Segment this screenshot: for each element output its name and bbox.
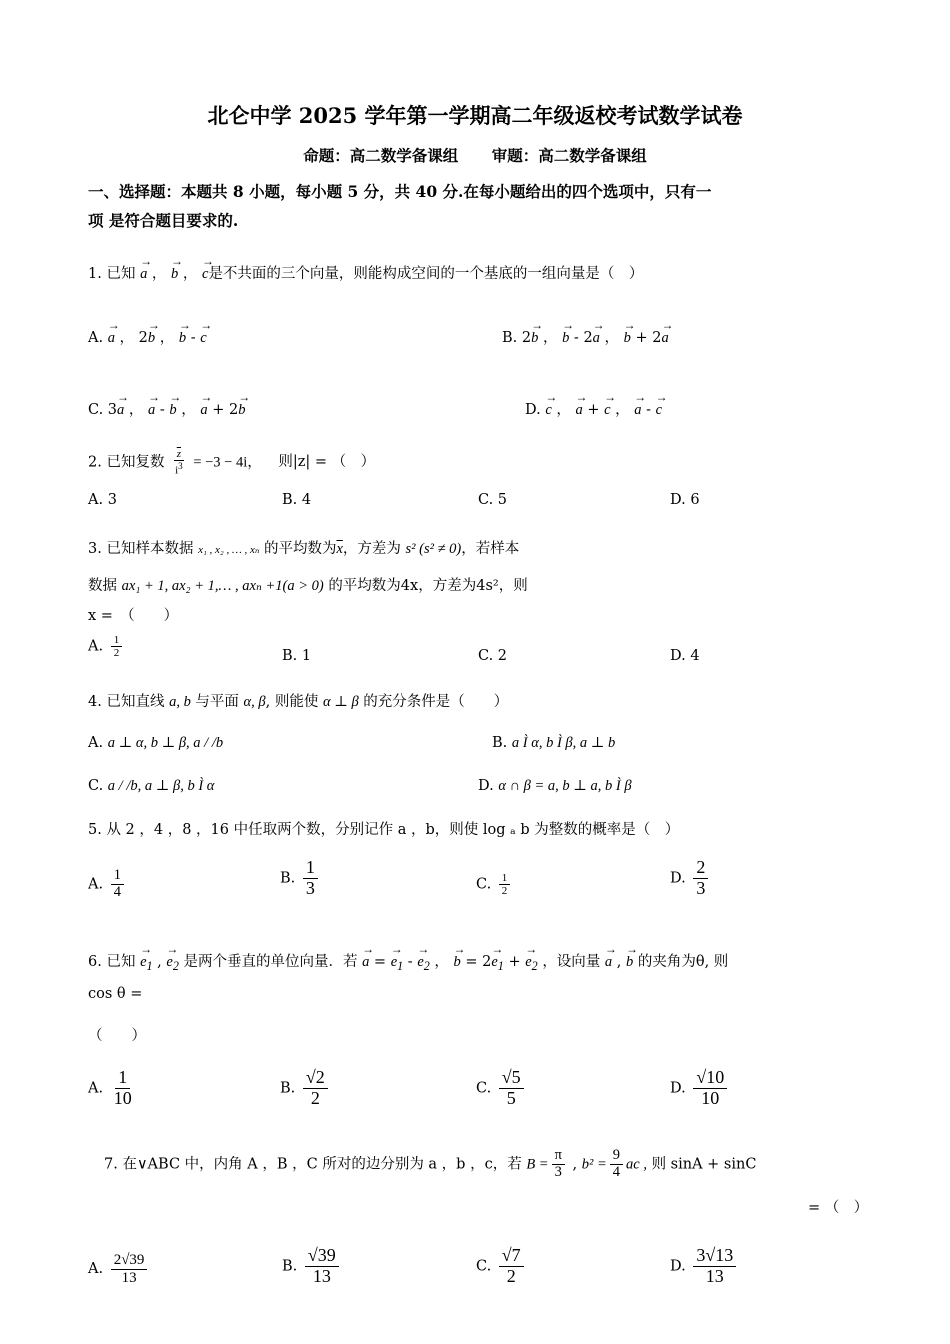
q7-option-d[interactable]: D. $\frac{3√13}{13}$	[670, 1246, 739, 1287]
exam-credits	[0, 144, 950, 166]
q1-option-d[interactable]: D. → c ， → a + → c ， → a - → c	[525, 398, 662, 419]
q5-option-d[interactable]: D. $\frac{2}{3}$	[670, 858, 711, 899]
q2-option-d[interactable]: D. 6	[670, 492, 700, 508]
q6-stem-line2: cos θ =	[88, 986, 143, 1002]
q6-stem: 6. 已知 → $e_1$ , → $e_2$ 是两个垂直的单位向量．若 → a = → $e_1$ - → $e_2$ ， → $b = 2\to e_1$ + → $e_2$ ，设向量 → a , → b 的夹角为θ, 则	[88, 950, 728, 974]
q6-option-b[interactable]: B. $\frac{√2}{2}$	[280, 1068, 331, 1109]
q3-stem-line3: x = （ ）	[88, 608, 179, 624]
q1-option-c[interactable]: C. 3→ a ， → a - → b ， → a + 2→ b	[88, 398, 245, 419]
q6-option-c[interactable]: C. $\frac{√5}{5}$	[476, 1068, 527, 1109]
q7-stem-line2: = （ ）	[808, 1200, 869, 1216]
q5-option-a[interactable]: A. $\frac{1}{4}$	[88, 868, 127, 901]
q3-option-b[interactable]: B. 1	[282, 648, 312, 664]
q2-option-b[interactable]: B. 4	[282, 492, 312, 508]
q5-option-b[interactable]: B. $\frac{1}{3}$	[280, 858, 321, 899]
q1-option-b[interactable]: B. 2→ b ， → b - 2→ a ， → b + 2→ a	[502, 326, 669, 347]
q1-option-a[interactable]: A. → a ， 2→ b ， → b - → c	[88, 326, 207, 347]
q3-option-d[interactable]: D. 4	[670, 648, 700, 664]
q7-option-a[interactable]: A. $\frac{2√39}{13}$	[88, 1252, 150, 1286]
q4-option-b[interactable]: B. a Ì α, b Ì β, a ⊥ b	[492, 735, 616, 751]
q7-stem: 7. 在∨ABC 中，内角 A ，B ，C 所对的边分别为 a ，b ，c，若 B = $\frac{\pi}{3}$ , b² = $\frac{9}{4}$ ac , 则 sinA + sinC	[104, 1147, 757, 1180]
q6-option-d[interactable]: D. $\frac{√10}{10}$	[670, 1068, 730, 1109]
q7-option-c[interactable]: C. $\frac{√7}{2}$	[476, 1246, 527, 1287]
q3-stem-line2: 数据 ax₁ + 1, ax₂ + 1,… , axₙ +1(a > 0) 的平均数为4x，方差为4s²，则	[88, 578, 528, 594]
q3-stem-line1: 3. 已知样本数据 x₁ , x₂ , … , xₙ 的平均数为$\overline{x}$，方差为 s² (s² ≠ 0)，若样本	[88, 541, 520, 557]
q1-stem: 1. 已知 → a ， → b ， → c是不共面的三个向量，则能构成空间的一个基底的一组向量是（ ）	[88, 262, 643, 283]
q4-option-a[interactable]: A. a ⊥ α, b ⊥ β, a / /b	[88, 735, 224, 751]
section-heading-line1: 一、选择题：本题共 8 小题，每小题 5 分，共 40 分.在每小题给出的四个选项中，只有一	[88, 182, 712, 201]
q6-option-a[interactable]: A. $\frac{1}{10}$	[88, 1067, 132, 1108]
q2-option-c[interactable]: C. 5	[478, 492, 508, 508]
proposer: 命题：高二数学备课组	[303, 146, 459, 165]
q2-option-a[interactable]: A. 3	[88, 492, 117, 508]
q4-option-c[interactable]: C. a / /b, a ⊥ β, b Ì α	[88, 778, 215, 794]
reviewer: 审题：高二数学备课组	[491, 146, 647, 165]
q4-option-d[interactable]: D. α ∩ β = a, b ⊥ a, b Ì β	[478, 778, 632, 794]
q5-option-c[interactable]: C. $\frac{1}{2}$	[476, 872, 513, 897]
q5-stem: 5. 从 2 ，4 ，8 ，16 中任取两个数，分别记作 a ，b，则使 log ₐ b 为整数的概率是（ ）	[88, 822, 680, 838]
q6-stem-line3: （ ）	[88, 1028, 146, 1044]
q2-stem: 2. 已知复数 $\frac{\overline{z}}{i^3}$ = −3 − 4i， 则|z| = （ ）	[88, 448, 376, 477]
q3-option-a[interactable]: A. $\frac{1}{2}$	[88, 634, 125, 659]
exam-title: 北仑中学 2025 学年第一学期高二年级返校考试数学试卷	[207, 103, 743, 128]
q3-option-c[interactable]: C. 2	[478, 648, 508, 664]
q7-option-b[interactable]: B. $\frac{√39}{13}$	[282, 1246, 342, 1287]
section-heading-line2: 项 是符合题目要求的.	[88, 211, 239, 230]
q4-stem: 4. 已知直线 a, b 与平面 α, β, 则能使 α ⊥ β 的充分条件是（ ）	[88, 694, 509, 710]
